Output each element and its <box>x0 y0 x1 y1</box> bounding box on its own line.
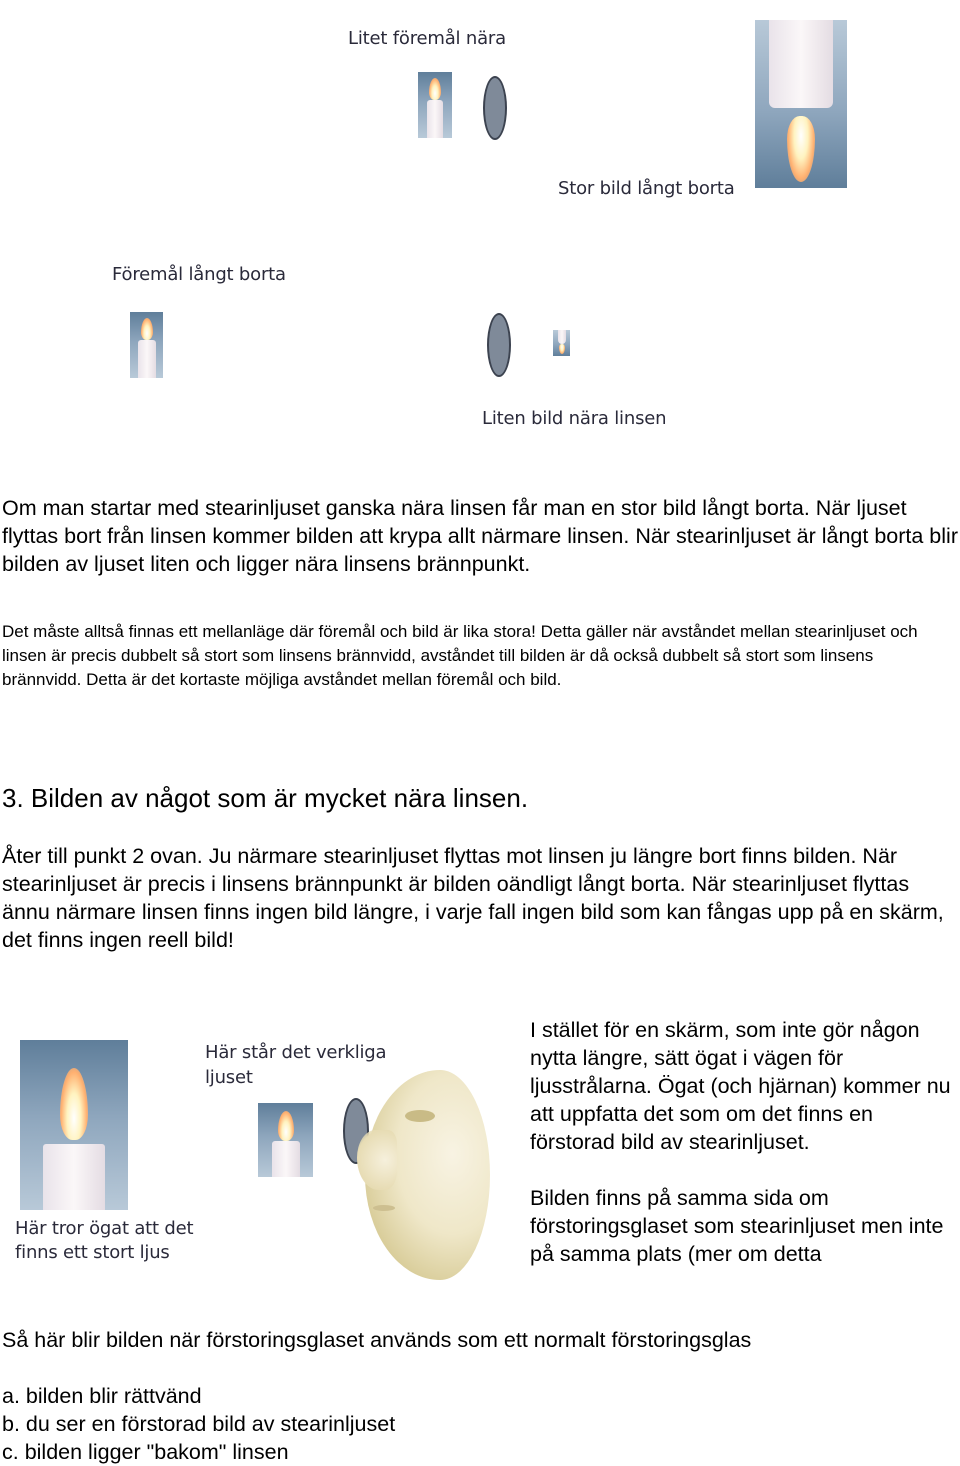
summary-list <box>2 1382 395 1466</box>
large-virtual-candle-image <box>20 1040 128 1210</box>
label-small-image-near-lens: Liten bild nära linsen <box>482 408 667 429</box>
tiny-candle-image <box>553 330 570 356</box>
list-item: c. bilden ligger "bakom" linsen <box>2 1440 289 1464</box>
label-real-candle: Här står det verkliga ljuset <box>205 1042 387 1088</box>
lens-top <box>483 76 507 140</box>
list-item: b. du ser en förstorad bild av stearinljuset <box>2 1412 396 1436</box>
paragraph-section-3: Åter till punkt 2 ovan. Ju närmare stearinljuset flyttas mot linsen ju längre bort finns bilden. När stearinljuset är precis i linsens brännpunkt är bilden oändligt långt borta. När stearinljuset flyttas ännu närmare linsen finns ingen bild längre, i varje fall ingen bild som kan fångas upp på en skärm, det finns ingen reell bild! <box>2 844 944 952</box>
large-inverted-candle-image <box>755 20 847 188</box>
face-profile-image <box>365 1070 490 1280</box>
label-large-image-far: Stor bild långt borta <box>558 178 735 199</box>
paragraph-normal-magnifier: Så här blir bilden när förstoringsglaset används som ett normalt förstoringsglas <box>2 1328 752 1352</box>
paragraph-image-distance: Om man startar med stearinljuset ganska nära linsen får man en stor bild långt borta. När ljuset flyttas bort från linsen kommer bilden att krypa allt närmare linsen. När stearinljuset är långt borta blir bilden av ljuset liten och ligger nära linsens brännpunkt. <box>2 496 958 576</box>
paragraph-equal-size: Det måste alltså finnas ett mellanläge där föremål och bild är lika stora! Detta gäller när avståndet mellan stearinljuset och linsen är precis dubbelt så stort som linsens brännvidd, avståndet till bilden är då också dubbelt så stort som linsens brännvidd. Detta är det kortaste möjliga avståndet mellan föremål och bild. <box>2 622 918 689</box>
lens-middle <box>487 313 511 377</box>
paragraph-eye-instead-of-screen: I stället för en skärm, som inte gör någon nytta längre, sätt ögat i vägen för ljusstrålarna. Ögat (och hjärnan) kommer nu att uppfatta det som om det finns en förstorad bild av stearinljuset. <box>530 1018 951 1154</box>
section-3-heading: 3. Bilden av något som är mycket nära linsen. <box>2 783 529 813</box>
paragraph-image-same-side: Bilden finns på samma sida om förstoringsglaset som stearinljuset men inte på samma plats (mer om detta <box>530 1186 944 1266</box>
candle-far-image <box>130 312 163 378</box>
label-eye-believes: Här tror ögat att det finns ett stort ljus <box>15 1218 194 1263</box>
label-small-object-near: Litet föremål nära <box>348 28 506 49</box>
label-object-far: Föremål långt borta <box>112 264 286 285</box>
real-candle-image <box>258 1103 313 1177</box>
list-item: a. bilden blir rättvänd <box>2 1384 202 1408</box>
small-candle-near-image <box>418 72 452 138</box>
